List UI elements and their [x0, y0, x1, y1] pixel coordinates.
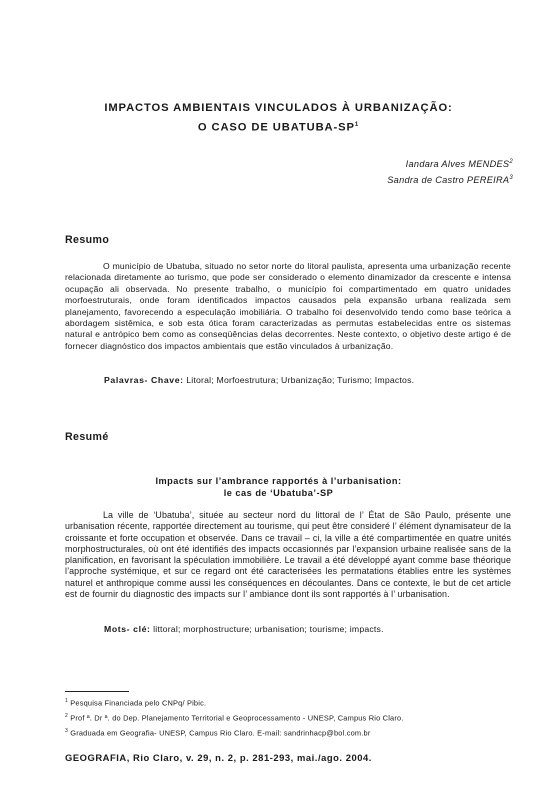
resumo-heading: Resumo — [65, 234, 110, 246]
journal-citation: GEOGRAFIA, Rio Claro, v. 29, n. 2, p. 281-293, mai./ago. 2004. — [65, 752, 372, 763]
title-line-1: IMPACTOS AMBIENTAIS VINCULADOS À URBANIZAÇÃO: — [104, 102, 453, 114]
title-line-2: O CASO DE UBATUBA-SP — [197, 121, 355, 134]
resume-keywords — [104, 624, 514, 634]
footnote-text: Graduada em Geografia- UNESP, Campus Rio Claro. E-mail: sandrinhacp@bol.com.br — [70, 728, 371, 738]
resume-heading: Resumé — [65, 431, 109, 443]
footnote-2 — [65, 713, 404, 722]
resumo-body — [65, 261, 511, 352]
resume-text: La ville de ‘Ubatuba’, située au secteur nord du littoral de l’ État de São Paulo, présente une urbanisation récente, rapportée directement au tourisme, qui peut être consideré l’ élément dynamisateur de la croissante et forte occupation et observée. Dans ce travail – ci, la ville a été compartimentée en quatre unités morphostructurales, où ont été identifiés des impacts occasionnés par l’expansion urbaine realisée sans de la planification, en favorisant la spéculation immobilière. Le travail a été développé ayant comme base théorique l’approche systémique, et sur ce regard ont été caracterisées les permatations établies entre les systèmes naturel et anthropique comme aussi les conséquences en découlantes. Dans ce contexte, le but de cet article est de fournir du diagnostic des impacts sur l’ ambiance dont ils sont rapportés à l’ urbanisation. — [65, 510, 511, 600]
mots-cle-text: littoral; morphostructure; urbanisation; tourisme; impacts. — [153, 624, 384, 634]
author-name: Iandara Alves MENDES — [405, 159, 510, 170]
author-note: 3 — [509, 175, 513, 181]
author-name: Sandra de Castro PEREIRA — [387, 175, 510, 186]
footnote-mark: 3 — [65, 728, 68, 734]
resume-body — [65, 510, 511, 600]
title-footnote-mark: 1 — [354, 122, 360, 128]
author-2 — [387, 175, 513, 185]
author-note: 2 — [509, 159, 513, 165]
footnote-mark: 1 — [65, 698, 68, 704]
mots-cle-label: Mots- clé: — [104, 624, 151, 634]
footnote-1 — [65, 698, 206, 707]
footnote-3 — [65, 728, 371, 737]
keywords-text: Litoral; Morfoestrutura; Urbanização; Turismo; Impactos. — [186, 375, 415, 385]
keywords-label: Palavras- Chave: — [104, 375, 184, 385]
resume-title — [40, 476, 517, 499]
footnote-text: Prof ª. Dr ª. do Dep. Planejamento Territorial e Geoprocessamento - UNESP, Campus Rio Claro. — [70, 713, 404, 723]
resumo-text: O município de Ubatuba, situado no setor norte do litoral paulista, apresenta uma urbanização recente relacionada diretamente ao turismo, que pode ser considerado o elemento dinamizador da crescente e intensa ocupação ali observada. No presente trabalho, o município foi compartimentado em quatro unidades morfoestruturais, onde foram identificados impactos causados pela expansão urbana realizada sem planejamento, favorecendo a especulação imobiliária. O trabalho foi desenvolvido tendo como base teórica a abordagem sistêmica, e sob esta ótica foram caracterizadas as permutas estabelecidas entre os sistemas natural e antrópico bem como as conseqüências delas decorrentes. Neste contexto, o objetivo deste artigo é de fornecer diagnóstico dos impactos ambientais que estão vinculados à urbanização. — [65, 261, 511, 351]
footnote-divider — [65, 691, 129, 692]
paper-title — [40, 100, 517, 137]
resumo-keywords — [104, 375, 514, 385]
author-1 — [406, 159, 513, 169]
resume-title-line-1: Impacts sur l’ambrance rapportés à l’urbanisation: — [155, 476, 402, 486]
footnote-mark: 2 — [65, 713, 68, 719]
resume-title-line-2: le cas de ‘Ubatuba’-SP — [223, 487, 334, 498]
footnote-text: Pesquisa Financiada pelo CNPq/ Pibic. — [70, 698, 207, 708]
